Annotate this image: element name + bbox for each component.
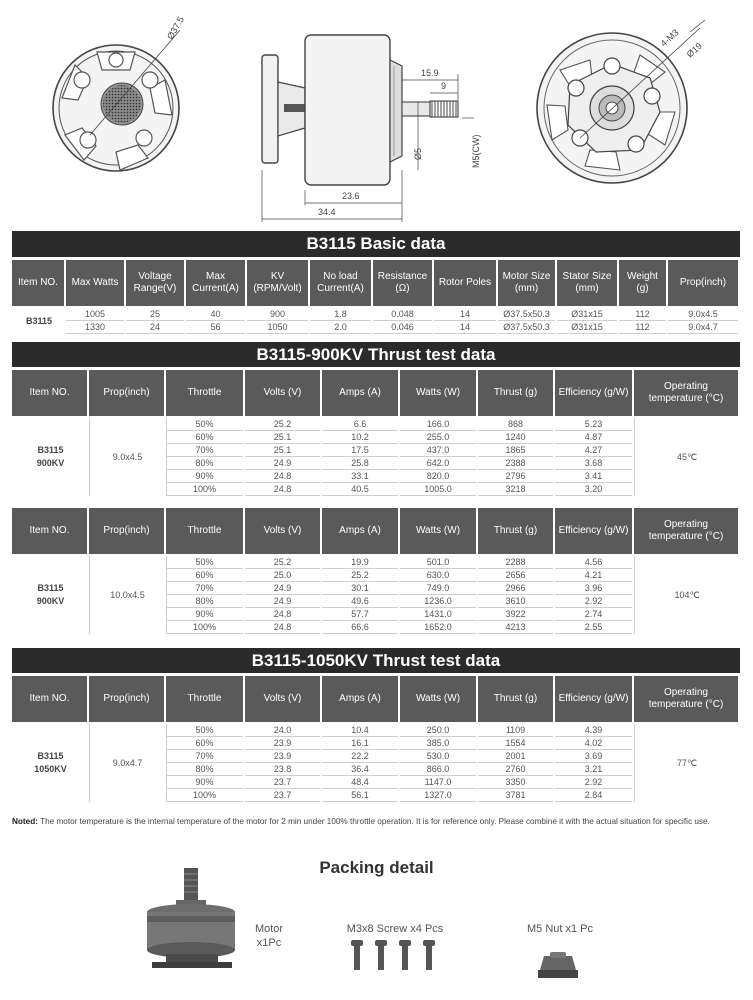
- column-header: Motor Size (mm): [498, 260, 555, 306]
- dim-4-m3: 4-M3: [658, 27, 681, 49]
- table-cell: 4.02: [555, 737, 632, 750]
- table-cell: 17.5: [322, 444, 398, 457]
- operating-temperature: 45℃: [676, 451, 698, 462]
- column-divider: [89, 556, 90, 634]
- dim-159: 15.9: [421, 68, 439, 78]
- item-number: B3115 900KV: [36, 583, 65, 606]
- table-cell: 6.6: [322, 418, 398, 431]
- table-cell: 19.9: [322, 556, 398, 569]
- column-header: Watts (W): [400, 676, 476, 722]
- column-header: Prop(inch): [89, 370, 164, 416]
- table-cell: 24.8: [245, 608, 320, 621]
- dim-diameter-375: Ø37.5: [165, 14, 186, 41]
- table-cell: 90%: [166, 470, 243, 483]
- table-cell: 25: [126, 308, 184, 321]
- table-cell: 25.0: [245, 569, 320, 582]
- table-cell: 1865: [478, 444, 553, 457]
- table-cell: 1005: [66, 308, 124, 321]
- table-cell: 3.20: [555, 483, 632, 496]
- table-cell: 24: [126, 321, 184, 334]
- table-cell: 3.68: [555, 457, 632, 470]
- table-cell: 25.8: [322, 457, 398, 470]
- column-header: Item NO.: [12, 370, 87, 416]
- column-header: No load Current(A): [310, 260, 371, 306]
- column-header: Item NO.: [12, 260, 64, 306]
- column-divider: [634, 556, 635, 634]
- table-cell: 80%: [166, 763, 243, 776]
- table-cell: 80%: [166, 457, 243, 470]
- table-cell: 3.96: [555, 582, 632, 595]
- table-cell: 900: [247, 308, 308, 321]
- table-cell: 501.0: [400, 556, 476, 569]
- table-cell: 100%: [166, 789, 243, 802]
- table-cell: 1050: [247, 321, 308, 334]
- table-cell: 70%: [166, 582, 243, 595]
- table-cell: 166.0: [400, 418, 476, 431]
- column-header: Amps (A): [322, 370, 398, 416]
- table-cell: 250.0: [400, 724, 476, 737]
- table-cell: 23.8: [245, 763, 320, 776]
- basic-data-banner: B3115 Basic data: [12, 231, 740, 257]
- table-cell: 24.8: [245, 621, 320, 634]
- item-number: B3115 900KV: [36, 445, 65, 468]
- table-cell: 16.1: [322, 737, 398, 750]
- table-cell: 3218: [478, 483, 553, 496]
- table-cell: 3781: [478, 789, 553, 802]
- table-cell: 868: [478, 418, 553, 431]
- column-header: Watts (W): [400, 508, 476, 554]
- motor-side-view: [262, 35, 481, 222]
- table-cell: 112: [619, 321, 666, 334]
- column-divider: [89, 418, 90, 496]
- table-cell: Ø31x15: [557, 308, 617, 321]
- table-cell: 820.0: [400, 470, 476, 483]
- operating-temperature: 77℃: [676, 757, 698, 768]
- column-header: Max Current(A): [186, 260, 245, 306]
- column-header: Throttle: [166, 370, 243, 416]
- packing-title: Packing detail: [319, 858, 434, 877]
- column-header: Throttle: [166, 676, 243, 722]
- dim-m5: M5(CW): [471, 134, 481, 168]
- table-cell: 80%: [166, 595, 243, 608]
- table-cell: 1005.0: [400, 483, 476, 496]
- table-cell: 866.0: [400, 763, 476, 776]
- column-header: Operating temperature (°C): [634, 508, 738, 554]
- table-cell: 60%: [166, 431, 243, 444]
- table-cell: 33.1: [322, 470, 398, 483]
- column-header: Efficiency (g/W): [555, 508, 632, 554]
- table-cell: 1554: [478, 737, 553, 750]
- table-cell: 50%: [166, 724, 243, 737]
- table-cell: 112: [619, 308, 666, 321]
- table-cell: 23.7: [245, 776, 320, 789]
- column-header: Amps (A): [322, 508, 398, 554]
- column-divider: [89, 724, 90, 802]
- table-cell: 48.4: [322, 776, 398, 789]
- table-cell: 1327.0: [400, 789, 476, 802]
- operating-temperature: 104℃: [674, 589, 700, 600]
- table-cell: 49.6: [322, 595, 398, 608]
- table-cell: 2.84: [555, 789, 632, 802]
- column-header: Operating temperature (°C): [634, 676, 738, 722]
- table-cell: 24.9: [245, 595, 320, 608]
- table-cell: 50%: [166, 556, 243, 569]
- column-header: Item NO.: [12, 508, 87, 554]
- table-cell: 30.1: [322, 582, 398, 595]
- table-cell: 437.0: [400, 444, 476, 457]
- table-cell: 5.23: [555, 418, 632, 431]
- column-header: Prop(inch): [89, 676, 164, 722]
- table-cell: 22.2: [322, 750, 398, 763]
- table-cell: 90%: [166, 776, 243, 789]
- table-cell: 2288: [478, 556, 553, 569]
- prop-size: 10.0x4.5: [110, 590, 145, 600]
- table-cell: 4.27: [555, 444, 632, 457]
- table-cell: 749.0: [400, 582, 476, 595]
- motor-top-view: [537, 20, 705, 183]
- table-cell: 1147.0: [400, 776, 476, 789]
- note-text: Noted: The motor temperature is the internal temperature of the motor for 2 min under 100% throttle operation. It is for reference only. Please combine it with the actual situation for specific use.: [12, 817, 710, 826]
- table-cell: 60%: [166, 569, 243, 582]
- table-cell: 0.048: [373, 308, 432, 321]
- column-header: Stator Size (mm): [557, 260, 617, 306]
- table-cell: 66.6: [322, 621, 398, 634]
- table-cell: 9.0x4.7: [668, 321, 738, 334]
- table-cell: 2.92: [555, 776, 632, 789]
- column-header: Max Watts: [66, 260, 124, 306]
- table-cell: Ø31x15: [557, 321, 617, 334]
- table-cell: 2.92: [555, 595, 632, 608]
- table-cell: 100%: [166, 621, 243, 634]
- column-header: Thrust (g): [478, 508, 553, 554]
- table-cell: 642.0: [400, 457, 476, 470]
- item-number: B3115 1050KV: [34, 751, 67, 774]
- table-cell: 23.9: [245, 737, 320, 750]
- screws-image: [346, 940, 446, 980]
- table-cell: 1431.0: [400, 608, 476, 621]
- column-divider: [634, 418, 635, 496]
- table-cell: 25.2: [245, 556, 320, 569]
- table-cell: 1652.0: [400, 621, 476, 634]
- column-header: Volts (V): [245, 676, 320, 722]
- prop-size: 9.0x4.5: [112, 452, 143, 462]
- table-cell: 70%: [166, 750, 243, 763]
- table-cell: 10.2: [322, 431, 398, 444]
- table-cell: 2388: [478, 457, 553, 470]
- table-cell: 2656: [478, 569, 553, 582]
- table-cell: 4213: [478, 621, 553, 634]
- table-cell: 14: [434, 308, 496, 321]
- column-header: Throttle: [166, 508, 243, 554]
- table-cell: 40: [186, 308, 245, 321]
- table-cell: 630.0: [400, 569, 476, 582]
- table-cell: 4.56: [555, 556, 632, 569]
- table-cell: 23.9: [245, 750, 320, 763]
- table-cell: 24.8: [245, 470, 320, 483]
- prop-size: 9.0x4.7: [112, 758, 143, 768]
- table-cell: 40.5: [322, 483, 398, 496]
- table-cell: 25.2: [322, 569, 398, 582]
- table-cell: 1240: [478, 431, 553, 444]
- table-cell: 1330: [66, 321, 124, 334]
- table-cell: 3610: [478, 595, 553, 608]
- table-cell: 2966: [478, 582, 553, 595]
- packing-motor-label: Motor x1Pc: [254, 923, 284, 950]
- table-cell: 50%: [166, 418, 243, 431]
- dim-344: 34.4: [318, 207, 336, 217]
- column-header: Thrust (g): [478, 370, 553, 416]
- table-cell: 530.0: [400, 750, 476, 763]
- table-cell: 9.0x4.5: [668, 308, 738, 321]
- column-header: Rotor Poles: [434, 260, 496, 306]
- table-cell: 4.21: [555, 569, 632, 582]
- column-header: Efficiency (g/W): [555, 370, 632, 416]
- table-cell: 3.21: [555, 763, 632, 776]
- packing-screw-label: M3x8 Screw x4 Pcs: [346, 923, 444, 935]
- thrust-1050kv-banner: B3115-1050KV Thrust test data: [12, 648, 740, 673]
- table-cell: 100%: [166, 483, 243, 496]
- table-cell: Ø37.5x50.3: [498, 321, 555, 334]
- column-header: Efficiency (g/W): [555, 676, 632, 722]
- column-header: Resistance (Ω): [373, 260, 432, 306]
- column-header: Operating temperature (°C): [634, 370, 738, 416]
- packing-nut-label: M5 Nut x1 Pc: [526, 923, 594, 935]
- dim-d5: Ø5: [413, 147, 423, 160]
- table-cell: 1109: [478, 724, 553, 737]
- table-cell: 25.2: [245, 418, 320, 431]
- column-header: KV (RPM/Volt): [247, 260, 308, 306]
- item-number: B3115: [25, 315, 53, 326]
- table-cell: 25.1: [245, 444, 320, 457]
- motor-dimension-drawings: [0, 0, 753, 230]
- table-cell: 2.74: [555, 608, 632, 621]
- table-cell: 56.1: [322, 789, 398, 802]
- dim-236: 23.6: [342, 191, 360, 201]
- table-cell: 24.9: [245, 457, 320, 470]
- dim-9: 9: [441, 81, 447, 91]
- table-cell: 70%: [166, 444, 243, 457]
- table-cell: 3350: [478, 776, 553, 789]
- column-header: Weight (g): [619, 260, 666, 306]
- dim-d19: Ø19: [684, 40, 704, 60]
- column-header: Prop(inch): [668, 260, 738, 306]
- column-header: Amps (A): [322, 676, 398, 722]
- table-cell: 3922: [478, 608, 553, 621]
- table-cell: 2796: [478, 470, 553, 483]
- column-header: Volts (V): [245, 370, 320, 416]
- nut-image: [536, 950, 580, 980]
- thrust-900kv-banner: B3115-900KV Thrust test data: [12, 342, 740, 367]
- table-cell: Ø37.5x50.3: [498, 308, 555, 321]
- table-cell: 36.4: [322, 763, 398, 776]
- table-cell: 57.7: [322, 608, 398, 621]
- column-header: Item NO.: [12, 676, 87, 722]
- table-cell: 3.41: [555, 470, 632, 483]
- table-cell: 4.39: [555, 724, 632, 737]
- table-cell: 90%: [166, 608, 243, 621]
- column-header: Volts (V): [245, 508, 320, 554]
- table-cell: 2.55: [555, 621, 632, 634]
- table-cell: 2.0: [310, 321, 371, 334]
- table-cell: 1.8: [310, 308, 371, 321]
- table-cell: 0.046: [373, 321, 432, 334]
- table-cell: 4.87: [555, 431, 632, 444]
- table-cell: 255.0: [400, 431, 476, 444]
- table-cell: 23.7: [245, 789, 320, 802]
- table-cell: 10.4: [322, 724, 398, 737]
- table-cell: 2001: [478, 750, 553, 763]
- table-cell: 24.9: [245, 582, 320, 595]
- column-divider: [634, 724, 635, 802]
- motor-image: [140, 868, 250, 978]
- table-cell: 60%: [166, 737, 243, 750]
- table-cell: 1236.0: [400, 595, 476, 608]
- column-header: Voltage Range(V): [126, 260, 184, 306]
- table-cell: 385.0: [400, 737, 476, 750]
- table-cell: 25.1: [245, 431, 320, 444]
- table-cell: 2760: [478, 763, 553, 776]
- column-header: Thrust (g): [478, 676, 553, 722]
- table-cell: 56: [186, 321, 245, 334]
- table-cell: 3.69: [555, 750, 632, 763]
- table-cell: 14: [434, 321, 496, 334]
- column-header: Watts (W): [400, 370, 476, 416]
- table-cell: 24.8: [245, 483, 320, 496]
- column-header: Prop(inch): [89, 508, 164, 554]
- table-cell: 24.0: [245, 724, 320, 737]
- motor-bottom-view: [53, 15, 186, 171]
